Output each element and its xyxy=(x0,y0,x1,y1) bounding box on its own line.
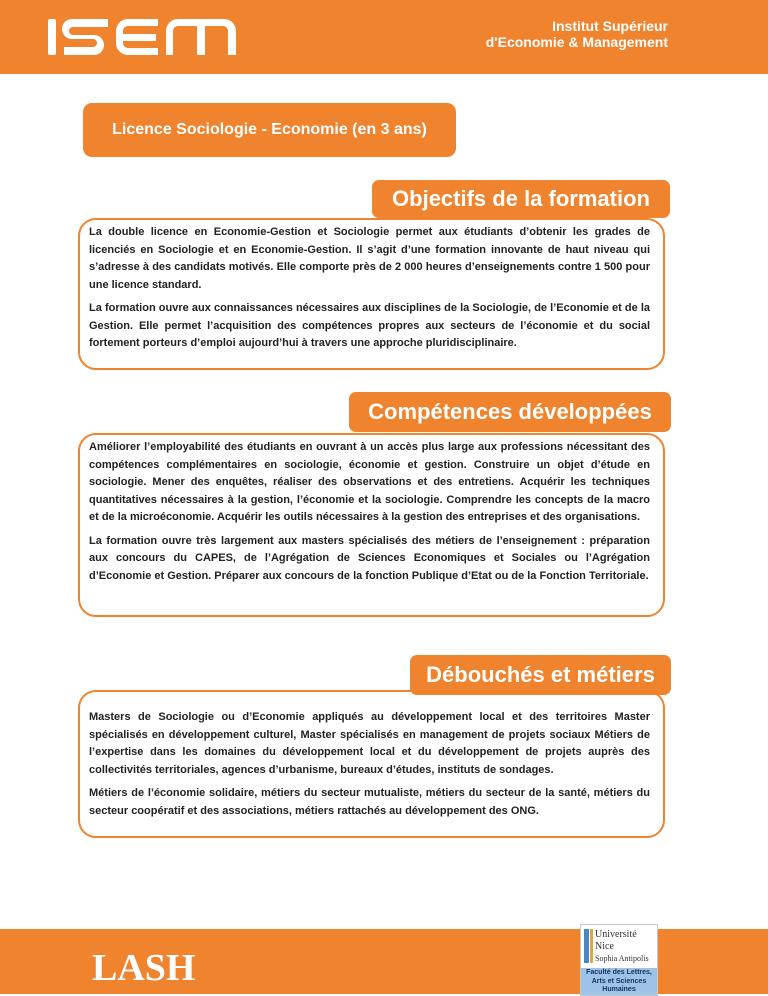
university-logo xyxy=(580,924,658,996)
section-objectifs-body xyxy=(89,224,650,359)
section-objectifs-title: Objectifs de la formation xyxy=(372,180,670,218)
lash-label: LASH xyxy=(92,947,196,989)
paragraph: Améliorer l’employabilité des étudiants en ouvrant à un accès plus large aux professions nécessitant des compétences complémentaires en sociologie, économie et gestion. Construire un objet d’étude en sociologie. Mener des enquêtes, réaliser des observations et des entretiens. Acquérir les techniques quantitatives nécessaires à la gestion, l’économie et la sociologie. Comprendre les concepts de la macro et de la microéconomie. Acquérir les outils nécessaires à la gestion des entreprises et des organisations. xyxy=(89,441,650,523)
header-band xyxy=(0,0,768,74)
paragraph: La double licence en Economie-Gestion et Sociologie permet aux étudiants d’obtenir les grades de licenciés en Sociologie et en Economie-Gestion. Il s’agit d’une formation innovante de haut niveau qui s’adresse à des candidats motivés. Elle comporte près de 2 000 heures d’enseignements contre 1 500 pour une licence standard. xyxy=(89,226,650,291)
section-competences-body xyxy=(89,439,650,591)
paragraph: Métiers de l’économie solidaire, métiers du secteur mutualiste, métiers du secteur de la santé, métiers du secteur coopératif et des associations, métiers rattachés au développement des ONG. xyxy=(89,787,650,817)
section-competences-title: Compétences développées xyxy=(349,392,671,432)
section-debouches-title: Débouchés et métiers xyxy=(410,655,671,695)
paragraph: La formation ouvre très largement aux masters spécialisés des métiers de l’enseignement : préparation aux concours du CAPES, de l’Agrégation de Sciences Economiques et Sociales ou l’Agrégation d’Economie et Gestion. Préparer aux concours de la fonction Publique d’Etat ou de la Fonction Territoriale. xyxy=(89,534,650,582)
faculty-label xyxy=(581,968,657,995)
isem-logo xyxy=(48,18,238,56)
paragraph: Masters de Sociologie ou d’Economie appliqués au développement local et des territoires Master spécialisés en développement culturel, Master spécialisés en management de projets sociaux Métiers de l’expertise dans les domaines du développement local et du développement de projets auprès des collectivités territoriales, agences d’urbanisme, bureaux d’études, instituts de sondages. xyxy=(89,711,650,776)
institute-name xyxy=(486,18,668,50)
program-title: Licence Sociologie - Economie (en 3 ans) xyxy=(83,103,456,157)
faculty-line3: Humaines xyxy=(602,986,636,993)
univ-line3: Sophia Antipolis xyxy=(595,954,649,963)
institute-line1: Institut Supérieur xyxy=(552,18,668,34)
section-debouches-body xyxy=(89,709,650,826)
univ-line1: Université xyxy=(595,929,637,940)
faculty-line1: Faculté des Lettres, xyxy=(586,969,652,976)
paragraph: La formation ouvre aux connaissances nécessaires aux disciplines de la Sociologie, de l’Economie et de la Gestion. Elle permet l’acquisition des compétences propres aux secteurs de l’économie et du social fortement porteurs d’emploi aujourd’hui à travers une approche pluridisciplinaire. xyxy=(89,302,650,349)
institute-line2: d'Economie & Management xyxy=(485,34,668,50)
univ-line2: Nice xyxy=(595,941,614,952)
faculty-line2: Arts et Sciences xyxy=(591,977,647,985)
university-mark xyxy=(581,925,657,967)
